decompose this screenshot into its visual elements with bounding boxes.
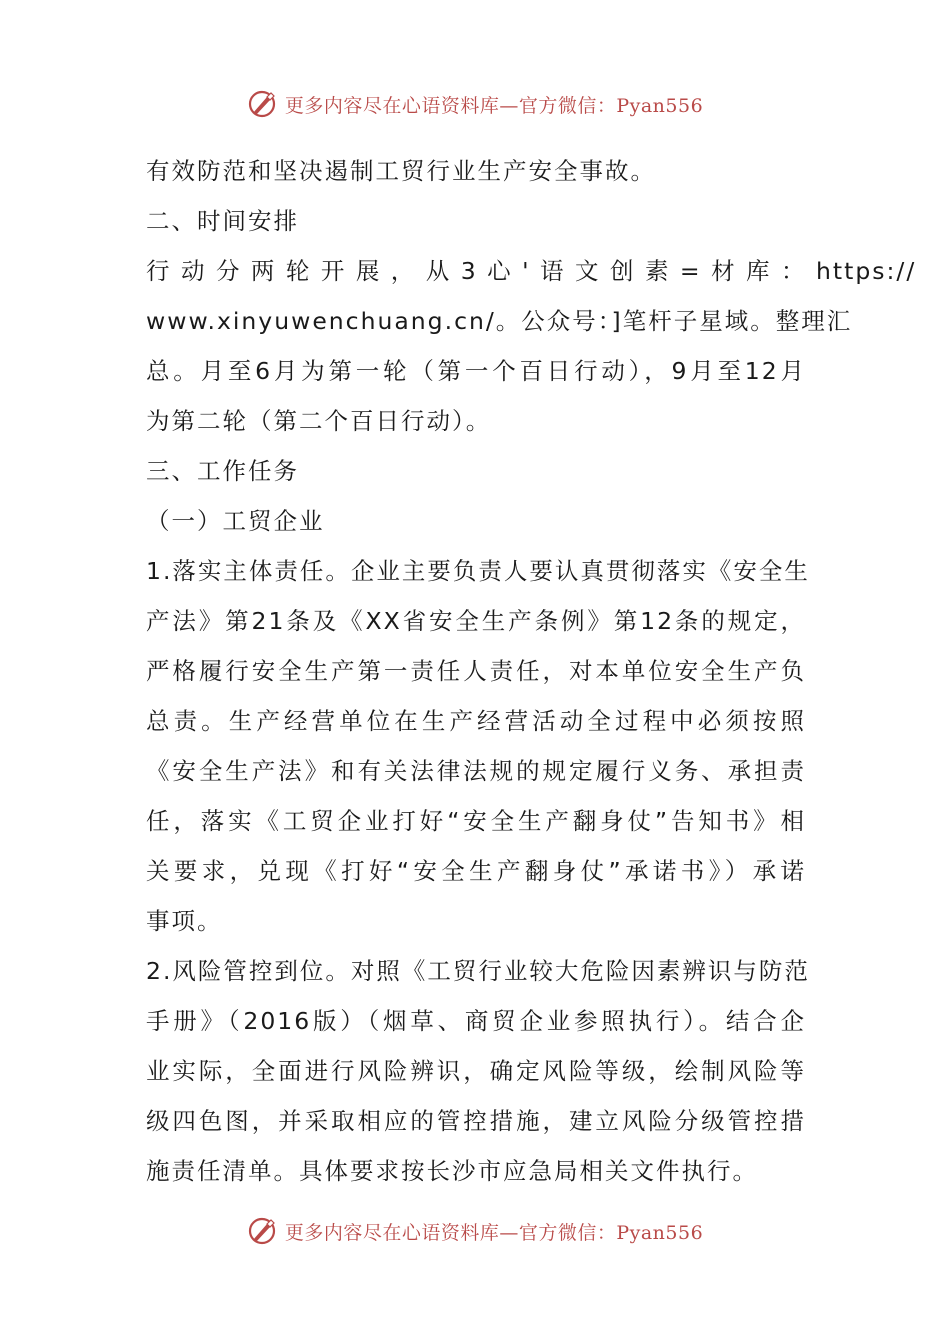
body-line: 2.风险管控到位。对照《工贸行业较大危险因素辨识与防范 (146, 957, 810, 985)
pen-logo-icon (247, 1216, 277, 1246)
body-line: 产法》第21条及《XX省安全生产条例》第12条的规定， (146, 607, 806, 635)
section-heading: 三、工作任务 (146, 457, 299, 485)
body-line: 任，落实《工贸企业打好“安全生产翻身仗”告知书》相 (146, 807, 806, 835)
body-line: 事项。 (146, 907, 223, 935)
body-line: 总责。生产经营单位在生产经营活动全过程中必须按照 (146, 707, 806, 735)
body-line: 行 动 分 两 轮 开 展 ， 从 3 心 ' 语 文 创 素 = 材 库 ： https:// (146, 257, 917, 285)
pen-logo-icon (247, 89, 277, 119)
document-body (146, 146, 917, 1196)
watermark-banner-bottom (0, 1211, 950, 1251)
watermark-text: 更多内容尽在心语资料库—官方微信：Pyan556 (284, 1221, 704, 1244)
body-line: 《安全生产法》和有关法律法规的规定履行义务、承担责 (146, 757, 806, 785)
body-line: 级四色图，并采取相应的管控措施，建立风险分级管控措 (146, 1107, 806, 1135)
body-line: 1.落实主体责任。企业主要负责人要认真贯彻落实《安全生 (146, 557, 810, 585)
body-line: 有效防范和坚决遏制工贸行业生产安全事故。 (146, 157, 656, 185)
body-line: 总。月至6月为第一轮（第一个百日行动），9月至12月 (146, 357, 806, 385)
body-line: 严格履行安全生产第一责任人责任，对本单位安全生产负 (146, 657, 806, 685)
body-line: 为第二轮（第二个百日行动）。 (146, 407, 492, 435)
subsection-heading: （一）工贸企业 (146, 507, 325, 535)
watermark-banner-top (0, 84, 950, 124)
body-line: 业实际，全面进行风险辨识，确定风险等级，绘制风险等 (146, 1057, 806, 1085)
body-line: www.xinyuwenchuang.cn/。公众号：]笔杆子星域。整理汇 (146, 307, 853, 335)
body-line: 施责任清单。具体要求按长沙市应急局相关文件执行。 (146, 1157, 758, 1185)
body-line: 关要求，兑现《打好“安全生产翻身仗”承诺书》）承诺 (146, 857, 806, 885)
section-heading: 二、时间安排 (146, 207, 299, 235)
watermark-text: 更多内容尽在心语资料库—官方微信：Pyan556 (284, 94, 704, 117)
body-line: 手册》（2016版）（烟草、商贸企业参照执行）。结合企 (146, 1007, 806, 1035)
